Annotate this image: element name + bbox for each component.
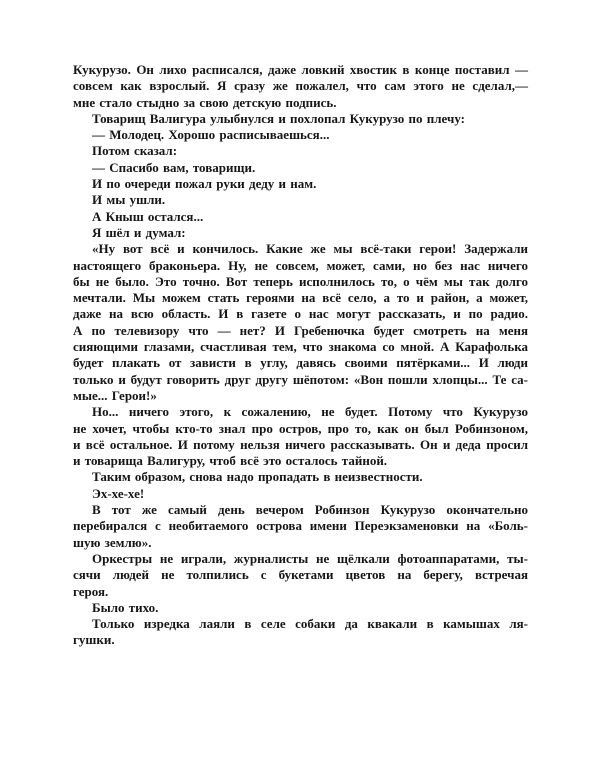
text-line: Таким образом, снова надо пропадать в неизвестности.: [92, 469, 423, 485]
text-line: — Молодец. Хорошо расписываешься...: [92, 127, 330, 143]
text-line: Я шёл и думал:: [92, 224, 186, 240]
text-line: — Спасибо вам, товарищи.: [92, 159, 256, 175]
page-text: [73, 62, 528, 649]
text-line: В тот же самый день вечером Робинзон Кукурузо окончательно: [92, 502, 528, 518]
text-line: героя.: [73, 583, 109, 599]
text-line: мые... Герои!»: [73, 387, 157, 403]
text-line: гушки.: [73, 632, 115, 648]
text-line: «Ну вот всё и кончилось. Какие же мы всё-таки герои! Задержали: [92, 241, 528, 257]
text-line: и товарища Валигуру, чтоб всё это осталось тайной.: [73, 453, 388, 469]
text-line: И по очереди пожал руки деду и нам.: [92, 176, 317, 192]
text-line: мечтали. Мы можем стать героями на всё село, а то и район, а может,: [73, 290, 528, 306]
text-line: Потом сказал:: [92, 143, 178, 159]
text-line: совсем как взрослый. Я сразу же пожалел, что сам этого не сделал,—: [73, 78, 528, 94]
text-line: Но... ничего этого, к сожалению, не будет. Потому что Кукурузо: [92, 404, 528, 420]
text-line: сячи людей не толпились с букетами цветов на берегу, встречая: [73, 567, 528, 583]
text-line: А Кныш остался...: [92, 208, 204, 224]
text-line: перебирался с необитаемого острова имени Переэкзаменовки на «Боль-: [73, 518, 528, 534]
text-line: мне стало стыдно за свою детскую подпись.: [73, 94, 337, 110]
text-line: А по телевизору что — нет? И Гребенючка будет смотреть на меня: [73, 322, 528, 338]
text-line: бы не было. Это точно. Вот теперь исполнилось то, о чём мы так долго: [73, 273, 528, 289]
text-line: И мы ушли.: [92, 192, 166, 208]
text-line: настоящего браконьера. Ну, не совсем, может, сами, но без нас ничего: [73, 257, 528, 273]
text-line: будет плакать от зависти в углу, давясь своими пятёрками... И люди: [73, 355, 528, 371]
text-line: Кукурузо. Он лихо расписался, даже ловкий хвостик в конце поставил —: [73, 62, 528, 77]
text-line: Оркестры не играли, журналисты не щёлкали фотоаппаратами, ты-: [92, 550, 528, 566]
text-line: не хочет, чтобы кто-то знал про остров, про то, как он был Робинзоном,: [73, 420, 528, 436]
text-line: Эх-хе-хе!: [92, 485, 145, 501]
text-line: Только изредка лаяли в селе собаки да квакали в камышах ля-: [92, 616, 528, 632]
text-line: даже на всю область. И в газете о нас могут рассказать, и по радио.: [73, 306, 528, 322]
text-line: и всё остальное. И потому нельзя ничего рассказывать. Он и деда просил: [73, 436, 528, 452]
text-line: сияющими глазами, счастливая тем, что знакома со мной. А Карафолька: [73, 339, 528, 355]
text-line: Товарищ Валигура улыбнулся и похлопал Кукурузо по плечу:: [92, 110, 465, 126]
text-line: шую землю».: [73, 534, 152, 550]
text-line: только и будут говорить друг другу шёпотом: «Вон пошли хлопцы... Те са-: [73, 371, 528, 387]
text-line: Было тихо.: [92, 599, 159, 615]
